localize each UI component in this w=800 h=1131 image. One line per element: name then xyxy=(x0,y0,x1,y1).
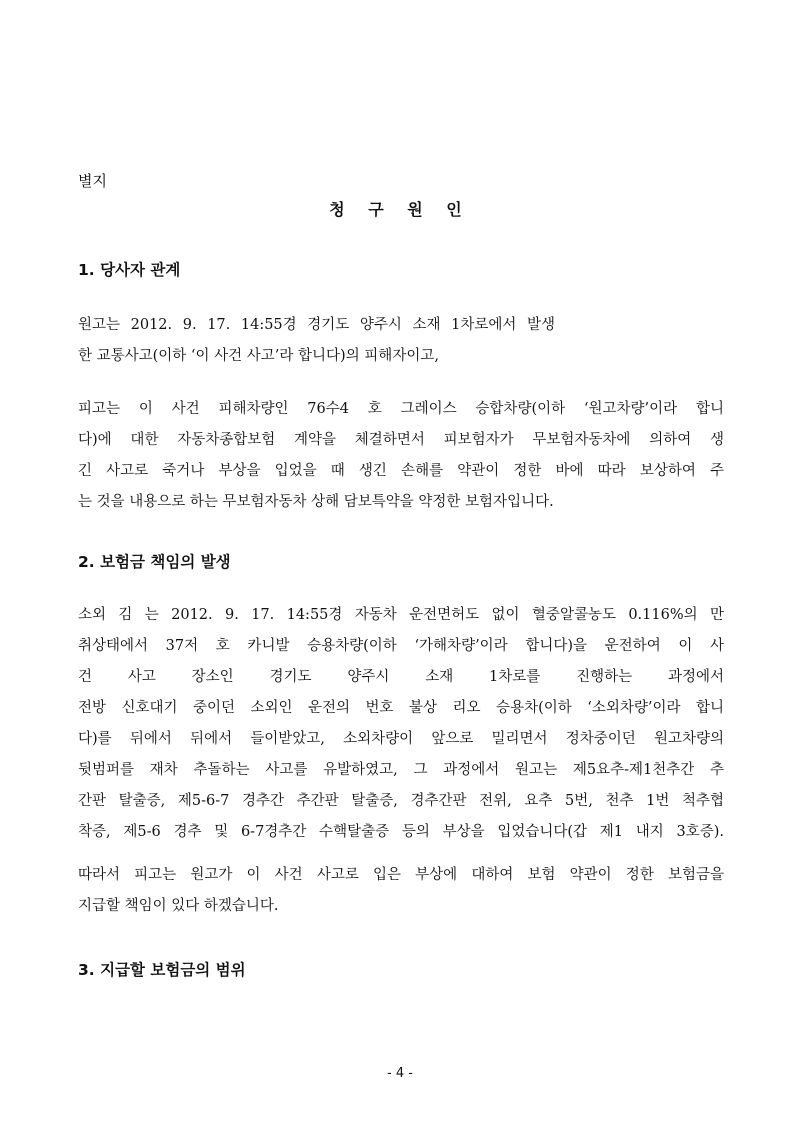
paragraph-line: 전방 신호대기 중이던 소외인 운전의 번호 불상 리오 승용차(이하 ‘소외차량’이라 합니 xyxy=(78,700,724,716)
paragraph-accident xyxy=(78,600,724,848)
paragraph-line: 다)를 뒤에서 뒤에서 들이받았고, 소외차량이 앞으로 밀리면서 정차중이던 원고차량의 xyxy=(78,731,724,747)
document-title: 청 구 원 인 xyxy=(329,200,471,219)
paragraph-line: 한 교통사고(이하 ‘이 사건 사고’라 합니다)의 피해자이고, xyxy=(78,348,439,364)
paragraph-line: 는 것을 내용으로 하는 무보험자동차 상해 담보특약을 약정한 보험자입니다. xyxy=(78,494,554,510)
paragraph-line: 간판 탈출증, 제5-6-7 경추간 추간판 탈출증, 경추간판 전위, 요추 5번, 천추 1번 척추협 xyxy=(78,793,724,809)
paragraph-line xyxy=(78,310,724,341)
paragraph-line: 뒷범퍼를 재차 추돌하는 사고를 유발하였고, 그 과정에서 원고는 제5요추-제1천추간 추 xyxy=(78,762,724,778)
paragraph-line: 다)에 대한 자동차종합보험 계약을 체결하면서 피보험자가 무보험자동차에 의하여 생 xyxy=(78,432,724,448)
section-heading-insurance-scope: 3. 지급할 보험금의 범위 xyxy=(78,961,246,979)
paragraph-line: 긴 사고로 죽거나 부상을 입었을 때 생긴 손해를 약관이 정한 바에 따라 보상하여 주 xyxy=(78,463,724,479)
paragraph-line: 지급할 책임이 있다 하겠습니다. xyxy=(78,898,279,914)
paragraph-line: 취상태에서 37저 호 카니발 승용차량(이하 ‘가해차량’이라 합니다)을 운전하여 이 사 xyxy=(78,638,724,654)
paragraph-line: 소외 김 는 2012. 9. 17. 14:55경 자동차 운전면허도 없이 혈중알콜농도 0.116%의 만 xyxy=(78,607,724,623)
paragraph-plaintiff xyxy=(78,310,724,372)
paragraph-line: 착증, 제5-6 경추 및 6-7경추간 수핵탈출증 등의 부상을 입었습니다(갑 제1 내지 3호증). xyxy=(78,824,724,840)
section-heading-liability: 2. 보험금 책임의 발생 xyxy=(78,553,231,571)
paragraph-defendant xyxy=(78,394,724,518)
section-heading-parties: 1. 당사자 관계 xyxy=(78,261,181,279)
page-number: - 4 - xyxy=(387,1066,413,1081)
paragraph-conclusion xyxy=(78,860,724,922)
paragraph-line: 따라서 피고는 원고가 이 사건 사고로 입은 부상에 대하여 보험 약관이 정한 보험금을 xyxy=(78,867,724,883)
paragraph-line: 건 사고 장소인 경기도 양주시 소재 1차로를 진행하는 과정에서 xyxy=(78,669,724,685)
line-segment: 원고는 2012. 9. 17. 14:55경 경기도 양주시 소재 1차로에서 발생 xyxy=(78,317,556,333)
annex-label: 별지 xyxy=(78,172,107,190)
paragraph-line: 피고는 이 사건 피해차량인 76수4 호 그레이스 승합차량(이하 ‘원고차량’이라 합니 xyxy=(78,401,724,417)
